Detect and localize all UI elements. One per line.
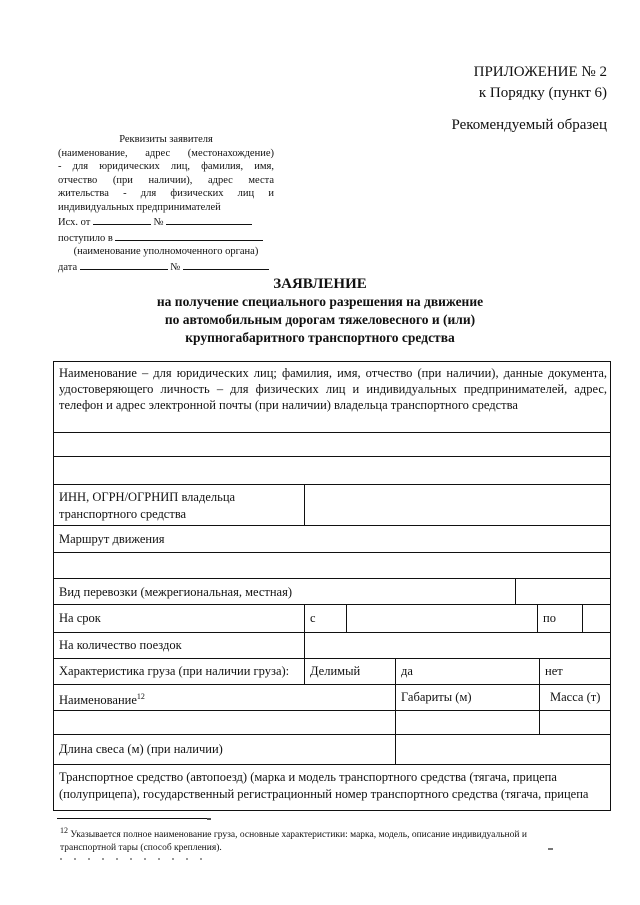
row-divider	[53, 432, 611, 433]
row-divider	[53, 684, 611, 685]
trips-label: На количество поездок	[59, 638, 182, 652]
date-label: дата	[58, 261, 78, 273]
cargo-name-label	[59, 689, 145, 708]
term-label: На срок	[59, 611, 101, 625]
scan-artifact	[60, 858, 210, 860]
outgoing-date-label: Исх. от	[58, 217, 91, 228]
document-subtitle: по автомобильным дорогам тяжеловесного и (или)	[164, 312, 476, 327]
requisites-line: индивидуальных предпринимателей	[58, 201, 221, 213]
requisites-line: отчество (при наличии), адрес места	[58, 174, 274, 186]
vehicle-label: Транспортное средство (автопоезд) (марка и модель транспортного средства (тягача, прицепа	[59, 770, 557, 784]
footnote-text: Указывается полное наименование груза, основные характеристики: марка, модель, описание индивидуальной и	[70, 830, 527, 841]
divisible-label: Делимый	[310, 664, 361, 678]
column-divider	[537, 604, 538, 632]
mass-label: Масса (т)	[550, 690, 601, 704]
row-divider	[53, 734, 611, 735]
scan-artifact	[548, 848, 553, 850]
column-divider	[539, 658, 540, 734]
transport-type-label: Вид перевозки (межрегиональная, местная)	[59, 585, 293, 599]
term-from-label: с	[310, 611, 316, 625]
recommended-sample-label: Рекомендуемый образец	[451, 117, 607, 133]
received-label: поступило в	[58, 232, 113, 244]
row-divider	[53, 710, 611, 711]
outgoing-date-field[interactable]	[93, 214, 151, 225]
document-subtitle: на получение специального разрешения на движение	[156, 294, 484, 309]
scan-artifact	[207, 818, 211, 820]
footnote-separator	[57, 818, 207, 819]
column-divider	[515, 578, 516, 604]
column-divider	[346, 604, 347, 632]
cargo-name-text: Наименование	[59, 693, 137, 708]
inn-label: ИНН, ОГРН/ОГРНИП владельца	[59, 490, 236, 504]
requisites-line: жительства - для физических лиц и	[58, 188, 274, 199]
cargo-characteristic-label: Характеристика груза (при наличии груза):	[59, 664, 290, 678]
column-divider	[395, 658, 396, 764]
column-divider	[304, 604, 305, 684]
row-divider	[53, 658, 611, 659]
document-title: ЗАЯВЛЕНИЕ	[273, 276, 367, 292]
number-sign: №	[153, 217, 164, 228]
outgoing-number-row	[58, 214, 274, 230]
overhang-label: Длина свеса (м) (при наличии)	[59, 742, 223, 756]
requisites-line: (наименование, адрес (местонахождение)	[58, 147, 274, 159]
requisites-line: - для юридических лиц, фамилия, имя,	[58, 161, 274, 172]
registration-number-field[interactable]	[183, 259, 269, 270]
column-divider	[304, 484, 305, 525]
applicant-requisites	[58, 133, 274, 274]
authority-note: (наименование уполномоченного органа)	[73, 246, 259, 257]
divisible-no-option[interactable]: нет	[545, 664, 563, 678]
footnote-line	[60, 824, 620, 842]
row-divider	[53, 764, 611, 765]
route-label: Маршрут движения	[59, 532, 165, 546]
row-divider	[53, 604, 611, 605]
registration-row	[58, 259, 274, 275]
footnote-number: 12	[60, 826, 68, 835]
row-divider	[53, 484, 611, 485]
column-divider	[582, 604, 583, 632]
appendix-number: ПРИЛОЖЕНИЕ № 2	[473, 64, 607, 80]
requisites-title: Реквизиты заявителя	[119, 134, 213, 145]
divisible-yes-option[interactable]: да	[401, 664, 413, 678]
footnote-line: транспортной тары (способ крепления).	[60, 843, 222, 854]
owner-info-label: Наименование – для юридических лиц; фамилия, имя, отчество (при наличии), данные документа, удостоверяющего личность – для физических лиц и индивидуальных предпринимателей, адрес, телефон и адрес электронной почты (при наличии) владельца транспортного средства	[59, 366, 607, 412]
row-divider	[53, 632, 611, 633]
outgoing-number-field[interactable]	[166, 214, 252, 225]
order-reference: к Порядку (пункт 6)	[478, 85, 607, 101]
row-divider	[53, 525, 611, 526]
row-divider	[53, 456, 611, 457]
vehicle-label-cont: (полуприцепа), государственный регистрационный номер транспортного средства (тягача, прицепа	[59, 787, 589, 801]
row-divider	[53, 552, 611, 553]
received-row	[58, 230, 274, 246]
dimensions-label: Габариты (м)	[401, 690, 472, 704]
footnote-reference: 12	[136, 692, 145, 701]
registration-date-field[interactable]	[80, 259, 168, 270]
footnote	[60, 824, 620, 855]
term-to-label: по	[543, 611, 556, 625]
inn-label-cont: транспортного средства	[59, 507, 187, 521]
authority-field[interactable]	[115, 230, 263, 241]
document-subtitle: крупногабаритного транспортного средства	[185, 330, 455, 345]
number-sign: №	[170, 261, 181, 273]
row-divider	[53, 578, 611, 579]
